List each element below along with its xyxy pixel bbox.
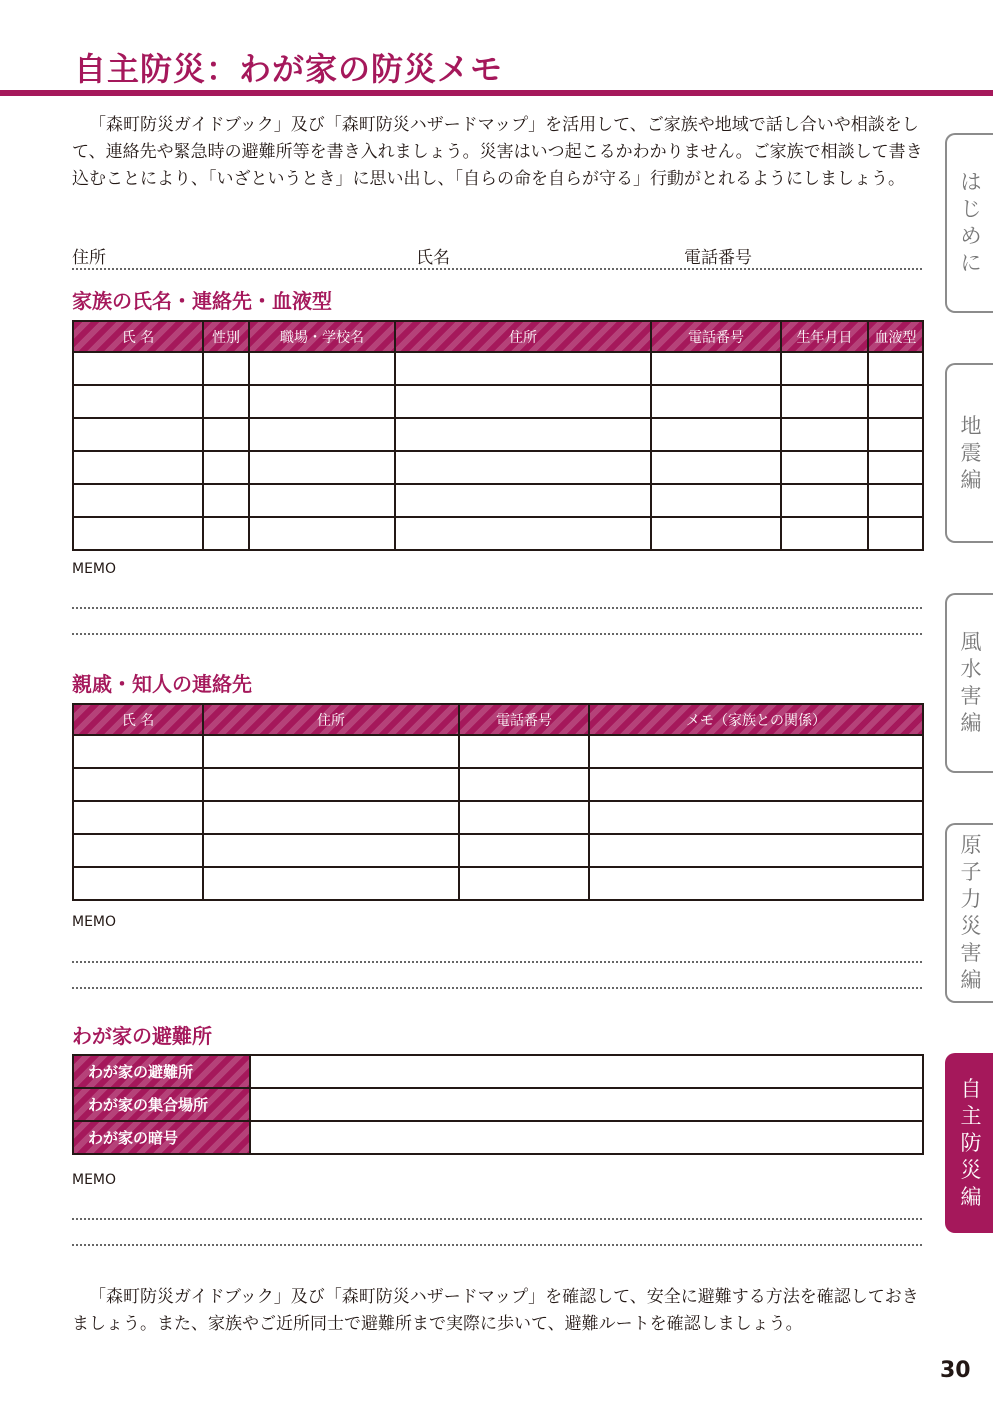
family-table-cell[interactable]	[203, 385, 249, 418]
relatives-table-cell[interactable]	[589, 867, 923, 900]
name-label: 氏名	[416, 248, 450, 268]
relatives-col-name: 氏 名	[73, 704, 203, 735]
family-table-cell[interactable]	[651, 451, 781, 484]
shelter-evacuation-site-label: わが家の避難所	[73, 1055, 250, 1088]
side-tab-char: 原	[960, 833, 982, 857]
family-table-cell[interactable]	[868, 517, 923, 550]
relatives-table-cell[interactable]	[73, 735, 203, 768]
side-tab-char: 子	[960, 860, 982, 884]
family-table-row	[73, 418, 923, 451]
family-table-cell[interactable]	[203, 484, 249, 517]
family-table-cell[interactable]	[249, 418, 395, 451]
family-table-cell[interactable]	[651, 352, 781, 385]
family-table-cell[interactable]	[73, 418, 203, 451]
shelter-row	[73, 1055, 923, 1088]
family-heading: 家族の氏名・連絡先・血液型	[72, 289, 332, 313]
family-table-cell[interactable]	[395, 451, 651, 484]
side-tab-char: 風	[960, 630, 982, 654]
family-table-cell[interactable]	[781, 352, 868, 385]
relatives-table-cell[interactable]	[203, 735, 459, 768]
family-table-cell[interactable]	[781, 517, 868, 550]
side-tab-self-defense[interactable]	[945, 1053, 993, 1233]
side-tab-char: 災	[960, 1157, 982, 1182]
family-table-cell[interactable]	[249, 451, 395, 484]
relatives-table-cell[interactable]	[459, 801, 589, 834]
family-memo-line-1[interactable]	[72, 607, 922, 609]
relatives-table-cell[interactable]	[203, 768, 459, 801]
shelter-password-field[interactable]	[250, 1121, 923, 1154]
side-tab-char: 編	[960, 711, 982, 735]
relatives-table-cell[interactable]	[203, 834, 459, 867]
family-table-row	[73, 517, 923, 550]
relatives-table-row	[73, 867, 923, 900]
family-header-row	[73, 321, 923, 352]
shelter-row	[73, 1088, 923, 1121]
family-table-cell[interactable]	[651, 385, 781, 418]
family-table-cell[interactable]	[395, 385, 651, 418]
side-tab-char: 地	[960, 413, 982, 438]
side-tab-char: 主	[960, 1103, 982, 1128]
family-col-workplace: 職場・学校名	[249, 321, 395, 352]
family-col-bloodtype: 血液型	[868, 321, 923, 352]
family-col-address: 住所	[395, 321, 651, 352]
family-table-cell[interactable]	[249, 385, 395, 418]
side-tab-char: じ	[960, 197, 982, 221]
relatives-table	[72, 703, 924, 901]
family-table-row	[73, 352, 923, 385]
side-tab-char: 震	[960, 440, 982, 465]
relatives-table-cell[interactable]	[459, 834, 589, 867]
family-table-cell[interactable]	[868, 385, 923, 418]
family-table-cell[interactable]	[868, 484, 923, 517]
title-rule	[0, 90, 993, 96]
side-tab-char: 災	[960, 914, 982, 938]
family-table-cell[interactable]	[868, 352, 923, 385]
family-table-cell[interactable]	[73, 484, 203, 517]
relatives-table-row	[73, 768, 923, 801]
relatives-table-cell[interactable]	[589, 768, 923, 801]
relatives-table-cell[interactable]	[589, 735, 923, 768]
relatives-memo-line-1[interactable]	[72, 961, 922, 963]
shelter-password-label: わが家の暗号	[73, 1121, 250, 1154]
relatives-table-row	[73, 801, 923, 834]
side-tab-char: に	[960, 251, 982, 275]
side-tab-char: 水	[960, 657, 982, 681]
shelter-memo-line-1[interactable]	[72, 1218, 922, 1220]
family-table-cell[interactable]	[868, 418, 923, 451]
relatives-table-cell[interactable]	[73, 867, 203, 900]
family-table-cell[interactable]	[651, 418, 781, 451]
side-tab-char: 害	[960, 941, 982, 965]
shelter-table	[72, 1054, 924, 1155]
side-tab-char: 力	[960, 887, 982, 911]
shelter-meeting-place-label: わが家の集合場所	[73, 1088, 250, 1121]
relatives-table-row	[73, 834, 923, 867]
relatives-col-memo: メモ（家族との関係）	[589, 704, 923, 735]
shelter-memo-line-2[interactable]	[72, 1244, 922, 1246]
family-table-cell[interactable]	[203, 418, 249, 451]
shelter-row	[73, 1121, 923, 1154]
family-col-name: 氏 名	[73, 321, 203, 352]
side-tab-char: 編	[960, 467, 982, 492]
relatives-table-cell[interactable]	[589, 801, 923, 834]
family-table-cell[interactable]	[868, 451, 923, 484]
side-tab-storm-flood[interactable]	[945, 593, 993, 773]
relatives-memo-line-2[interactable]	[72, 987, 922, 989]
family-memo-label: MEMO	[72, 561, 117, 577]
family-col-phone: 電話番号	[651, 321, 781, 352]
family-table	[72, 320, 924, 551]
family-table-row	[73, 451, 923, 484]
side-tab-char: 害	[960, 684, 982, 708]
relatives-heading: 親戚・知人の連絡先	[72, 672, 252, 696]
family-table-cell[interactable]	[395, 418, 651, 451]
page-title: 自主防災：わが家の防災メモ	[74, 50, 504, 88]
relatives-table-cell[interactable]	[203, 867, 459, 900]
family-col-birthdate: 生年月日	[781, 321, 868, 352]
relatives-table-cell[interactable]	[73, 768, 203, 801]
relatives-table-cell[interactable]	[73, 801, 203, 834]
intro-paragraph: 「森町防災ガイドブック」及び「森町防災ハザードマップ」を活用して、ご家族や地域で話し合いや相談をして、連絡先や緊急時の避難所等を書き入れましょう。災害はいつ起こるかわかりません。ご家族で相談して書き込むことにより、「いざというとき」に思い出し、「自らの命を自らが守る」行動がとれるようにしましょう。	[72, 115, 923, 189]
shelter-heading: わが家の避難所	[72, 1024, 212, 1048]
family-table-cell[interactable]	[73, 385, 203, 418]
family-table-cell[interactable]	[395, 517, 651, 550]
family-table-row	[73, 484, 923, 517]
family-table-cell[interactable]	[395, 352, 651, 385]
phone-label: 電話番号	[684, 248, 752, 268]
shelter-meeting-place-field[interactable]	[250, 1088, 923, 1121]
family-table-cell[interactable]	[651, 484, 781, 517]
family-table-row	[73, 385, 923, 418]
side-tab-char: め	[960, 224, 982, 248]
relatives-col-phone: 電話番号	[459, 704, 589, 735]
side-tab-char: 編	[960, 1184, 982, 1209]
shelter-evacuation-site-field[interactable]	[250, 1055, 923, 1088]
outro-paragraph: 「森町防災ガイドブック」及び「森町防災ハザードマップ」を確認して、安全に避難する方法を確認しておきましょう。また、家族やご近所同士で避難所まで実際に歩いて、避難ルートを確認しましょう。	[72, 1287, 919, 1334]
relatives-table-cell[interactable]	[203, 801, 459, 834]
family-table-cell[interactable]	[781, 385, 868, 418]
page-number: 30	[940, 1358, 971, 1383]
family-table-cell[interactable]	[395, 484, 651, 517]
side-tab-char: 編	[960, 968, 982, 992]
relatives-table-cell[interactable]	[73, 834, 203, 867]
family-table-cell[interactable]	[203, 352, 249, 385]
side-tab-char: 防	[960, 1130, 982, 1155]
relatives-header-row	[73, 704, 923, 735]
relatives-table-cell[interactable]	[459, 735, 589, 768]
contact-fill-line[interactable]	[72, 268, 922, 270]
family-col-sex: 性別	[203, 321, 249, 352]
relatives-memo-label: MEMO	[72, 914, 117, 930]
side-tab-earthquake[interactable]	[945, 363, 993, 543]
side-tab-introduction[interactable]	[945, 133, 993, 313]
relatives-table-cell[interactable]	[459, 768, 589, 801]
family-table-cell[interactable]	[781, 484, 868, 517]
side-tab-char: 自	[960, 1076, 982, 1101]
side-tab-char: は	[960, 170, 982, 194]
address-label: 住所	[72, 248, 106, 268]
family-table-cell[interactable]	[73, 451, 203, 484]
family-memo-line-2[interactable]	[72, 633, 922, 635]
family-table-cell[interactable]	[73, 352, 203, 385]
family-table-cell[interactable]	[781, 418, 868, 451]
family-table-cell[interactable]	[203, 451, 249, 484]
relatives-table-cell[interactable]	[459, 867, 589, 900]
family-table-cell[interactable]	[203, 517, 249, 550]
family-table-cell[interactable]	[781, 451, 868, 484]
relatives-table-row	[73, 735, 923, 768]
shelter-memo-label: MEMO	[72, 1172, 117, 1188]
side-tab-nuclear[interactable]	[945, 823, 993, 1003]
family-table-cell[interactable]	[249, 517, 395, 550]
family-table-cell[interactable]	[651, 517, 781, 550]
family-table-cell[interactable]	[249, 352, 395, 385]
family-table-cell[interactable]	[73, 517, 203, 550]
relatives-table-cell[interactable]	[589, 834, 923, 867]
relatives-col-address: 住所	[203, 704, 459, 735]
family-table-cell[interactable]	[249, 484, 395, 517]
